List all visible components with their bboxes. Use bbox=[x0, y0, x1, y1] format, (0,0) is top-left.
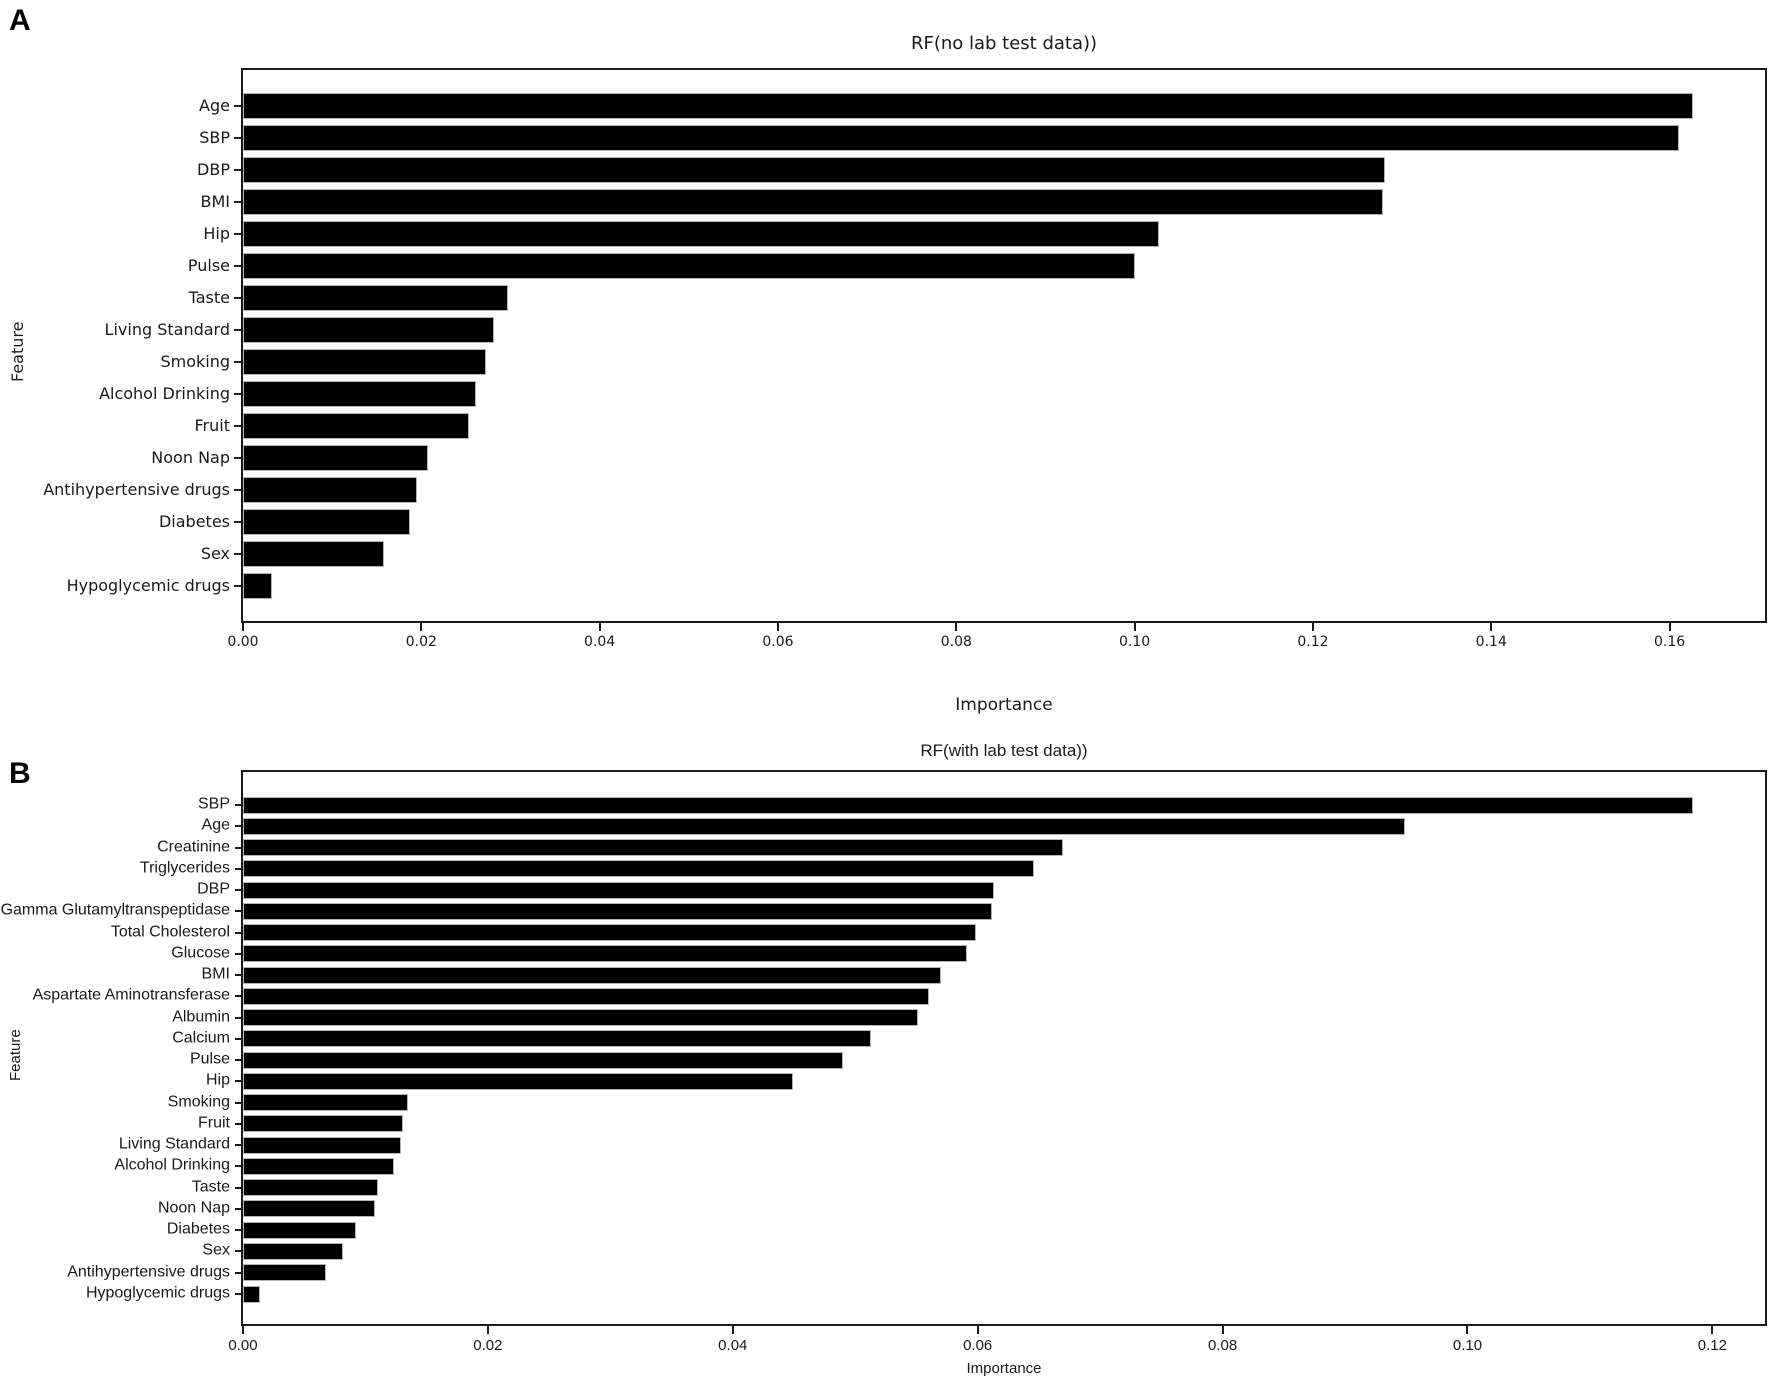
category-label: Triglycerides bbox=[139, 859, 230, 877]
bar bbox=[243, 924, 976, 941]
category-tick-mark bbox=[235, 1165, 241, 1167]
x-axis-tick-mark bbox=[1466, 1326, 1468, 1334]
panel-b-title: RF(with lab test data)) bbox=[920, 741, 1088, 760]
panel-a-y-axis-label: Feature bbox=[8, 321, 27, 382]
bar bbox=[243, 1137, 401, 1154]
panel-b-x-axis-label: Importance bbox=[966, 1360, 1042, 1377]
category-tick-mark bbox=[235, 974, 241, 976]
x-axis-tick-label: 0.02 bbox=[473, 1337, 503, 1354]
bar bbox=[243, 839, 1063, 856]
category-label: Hypoglycemic drugs bbox=[66, 576, 230, 596]
category-tick-mark bbox=[235, 932, 241, 934]
bar bbox=[243, 967, 941, 984]
category-label: Hypoglycemic drugs bbox=[85, 1284, 230, 1302]
category-tick-mark bbox=[235, 1102, 241, 1104]
category-label: Aspartate Aminotransferase bbox=[32, 986, 230, 1004]
bar bbox=[243, 903, 992, 920]
category-label: Pulse bbox=[189, 1050, 230, 1068]
category-tick-mark bbox=[235, 847, 241, 849]
x-axis-tick-mark bbox=[242, 1326, 244, 1334]
bar bbox=[243, 797, 1693, 814]
category-label: BMI bbox=[201, 965, 230, 983]
category-tick-mark bbox=[235, 1059, 241, 1061]
category-label: Smoking bbox=[160, 352, 230, 372]
bar bbox=[243, 1009, 918, 1026]
category-tick-mark bbox=[235, 1272, 241, 1274]
category-label: SBP bbox=[199, 128, 230, 148]
category-tick-mark bbox=[235, 953, 241, 955]
category-tick-mark bbox=[235, 995, 241, 997]
x-axis-tick-mark bbox=[1222, 1326, 1224, 1334]
x-axis-tick-mark bbox=[1711, 1326, 1713, 1334]
category-label: Alcohol Drinking bbox=[99, 384, 230, 404]
category-label: Living Standard bbox=[104, 320, 230, 340]
category-label: Living Standard bbox=[118, 1135, 230, 1153]
category-label: Hip bbox=[205, 1072, 230, 1090]
panel-a-x-axis-label: Importance bbox=[955, 695, 1053, 715]
category-label: Taste bbox=[188, 288, 230, 308]
x-axis-tick-label: 0.10 bbox=[1452, 1337, 1483, 1354]
category-label: Smoking bbox=[167, 1093, 230, 1111]
bar bbox=[243, 1030, 871, 1047]
category-label: DBP bbox=[197, 880, 230, 898]
bar bbox=[243, 1052, 843, 1069]
x-axis-tick-label: 0.12 bbox=[1697, 1337, 1727, 1354]
x-axis-tick-label: 0.14 bbox=[1475, 634, 1507, 650]
category-label: BMI bbox=[200, 192, 230, 212]
x-axis-tick-label: 0.08 bbox=[1207, 1337, 1238, 1354]
bar bbox=[243, 1286, 260, 1303]
bar bbox=[243, 1115, 403, 1132]
x-axis-tick-label: 0.00 bbox=[227, 634, 259, 650]
panel-b-letter: B bbox=[9, 757, 31, 790]
category-label: Noon Nap bbox=[157, 1199, 230, 1217]
category-tick-mark bbox=[235, 804, 241, 806]
category-tick-mark bbox=[235, 1038, 241, 1040]
category-label: Sex bbox=[200, 544, 230, 564]
category-tick-mark bbox=[235, 1208, 241, 1210]
x-axis-tick-mark bbox=[487, 1326, 489, 1334]
x-axis-tick-mark bbox=[977, 1326, 979, 1334]
bar bbox=[243, 1179, 378, 1196]
category-label: Pulse bbox=[187, 256, 230, 276]
bar bbox=[243, 882, 994, 899]
bar bbox=[243, 1200, 375, 1217]
category-label: Hip bbox=[203, 224, 230, 244]
x-axis-tick-label: 0.10 bbox=[1119, 634, 1151, 650]
x-axis-tick-label: 0.00 bbox=[228, 1337, 258, 1354]
category-label: Diabetes bbox=[158, 512, 230, 532]
category-label: Antihypertensive drugs bbox=[43, 480, 230, 500]
x-axis-tick-label: 0.08 bbox=[940, 634, 972, 650]
category-tick-mark bbox=[235, 1017, 241, 1019]
category-label: Age bbox=[199, 96, 230, 116]
category-tick-mark bbox=[235, 1144, 241, 1146]
x-axis-tick-label: 0.02 bbox=[405, 634, 437, 650]
bar bbox=[243, 860, 1034, 877]
x-axis-tick-label: 0.04 bbox=[718, 1337, 748, 1354]
category-label: Alcohol Drinking bbox=[114, 1157, 230, 1175]
category-tick-mark bbox=[235, 1293, 241, 1295]
category-tick-mark bbox=[235, 1187, 241, 1189]
category-label: Glucose bbox=[171, 944, 230, 962]
bar bbox=[243, 1222, 356, 1239]
category-label: Albumin bbox=[172, 1008, 230, 1026]
panel-b-y-axis-label: Feature bbox=[7, 1029, 24, 1081]
bar bbox=[243, 1094, 408, 1111]
bar bbox=[243, 1158, 394, 1175]
bar bbox=[243, 945, 967, 962]
category-label: SBP bbox=[197, 795, 230, 813]
bar bbox=[243, 818, 1405, 835]
category-tick-mark bbox=[235, 868, 241, 870]
category-label: Age bbox=[201, 816, 230, 834]
bar bbox=[243, 1243, 343, 1260]
category-label: Creatinine bbox=[157, 838, 230, 856]
panel-a-title: RF(no lab test data)) bbox=[910, 33, 1098, 54]
x-axis-tick-label: 0.16 bbox=[1654, 634, 1686, 650]
category-tick-mark bbox=[235, 1123, 241, 1125]
category-label: Taste bbox=[191, 1178, 230, 1196]
x-axis-tick-label: 0.04 bbox=[584, 634, 616, 650]
panel-a-letter: A bbox=[9, 4, 31, 37]
x-axis-tick-label: 0.06 bbox=[963, 1337, 993, 1354]
x-axis-tick-label: 0.12 bbox=[1297, 634, 1329, 650]
category-label: Fruit bbox=[198, 1114, 230, 1132]
category-label: Gamma Glutamyltranspeptidase bbox=[0, 901, 230, 919]
category-tick-mark bbox=[235, 1080, 241, 1082]
category-label: Sex bbox=[202, 1242, 230, 1260]
category-tick-mark bbox=[235, 889, 241, 891]
bar bbox=[243, 988, 929, 1005]
bar bbox=[243, 1264, 326, 1281]
category-label: Fruit bbox=[194, 416, 230, 436]
category-tick-mark bbox=[235, 1229, 241, 1231]
x-axis-tick-label: 0.06 bbox=[762, 634, 794, 650]
category-label: Diabetes bbox=[166, 1220, 230, 1238]
category-tick-mark bbox=[235, 910, 241, 912]
category-label: Calcium bbox=[172, 1029, 230, 1047]
category-label: DBP bbox=[197, 160, 230, 180]
category-tick-mark bbox=[235, 825, 241, 827]
bar bbox=[243, 1073, 793, 1090]
category-tick-mark bbox=[235, 1250, 241, 1252]
x-axis-tick-mark bbox=[732, 1326, 734, 1334]
category-label: Noon Nap bbox=[151, 448, 230, 468]
category-label: Total Cholesterol bbox=[110, 923, 230, 941]
category-label: Antihypertensive drugs bbox=[67, 1263, 230, 1281]
